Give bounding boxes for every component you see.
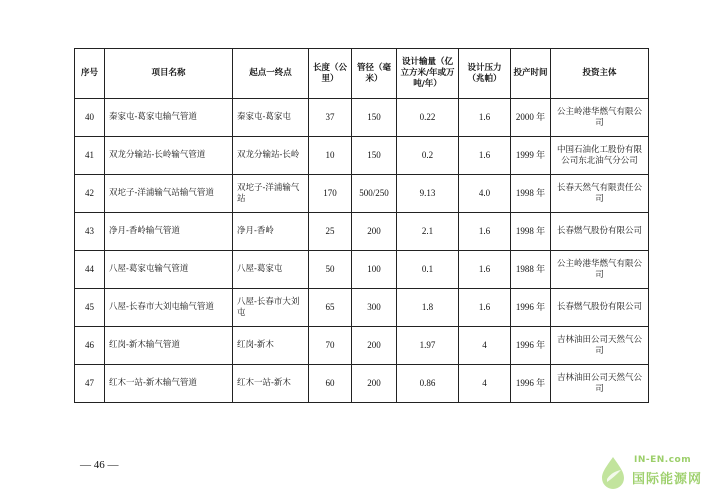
leaf-drop-icon	[596, 455, 630, 493]
cell-commission-time: 1996 年	[511, 289, 551, 327]
table-row	[75, 251, 649, 289]
header-investor: 投资主体	[551, 49, 649, 99]
cell-investor: 吉林油田公司天然气公司	[551, 365, 649, 403]
cell-route: 双龙分输站-长岭	[233, 137, 309, 175]
cell-route: 双坨子-洋浦输气站	[233, 175, 309, 213]
watermark-name: 国际能源网	[632, 472, 703, 487]
cell-length: 170	[309, 175, 352, 213]
cell-pressure: 4	[459, 327, 511, 365]
cell-capacity: 0.22	[397, 99, 459, 137]
header-project-name: 项目名称	[105, 49, 233, 99]
table-row	[75, 289, 649, 327]
pipeline-table	[74, 48, 649, 403]
cell-diameter: 100	[352, 251, 397, 289]
cell-index: 42	[75, 175, 105, 213]
cell-diameter: 150	[352, 99, 397, 137]
table-row	[75, 99, 649, 137]
cell-diameter: 300	[352, 289, 397, 327]
cell-diameter: 150	[352, 137, 397, 175]
cell-commission-time: 2000 年	[511, 99, 551, 137]
cell-length: 65	[309, 289, 352, 327]
cell-route: 净月-香岭	[233, 213, 309, 251]
cell-pressure: 4.0	[459, 175, 511, 213]
header-length: 长度（公里）	[309, 49, 352, 99]
cell-capacity: 1.97	[397, 327, 459, 365]
cell-capacity: 9.13	[397, 175, 459, 213]
cell-investor: 长春燃气股份有限公司	[551, 289, 649, 327]
cell-pressure: 1.6	[459, 213, 511, 251]
watermark-site: IN-EN.com	[634, 455, 692, 465]
cell-route: 八屋-葛家屯	[233, 251, 309, 289]
cell-commission-time: 1996 年	[511, 327, 551, 365]
cell-index: 41	[75, 137, 105, 175]
header-route: 起点一终点	[233, 49, 309, 99]
cell-diameter: 500/250	[352, 175, 397, 213]
cell-index: 47	[75, 365, 105, 403]
table-row	[75, 175, 649, 213]
cell-route: 八屋-长春市大刘屯	[233, 289, 309, 327]
cell-route: 秦家屯-葛家屯	[233, 99, 309, 137]
cell-capacity: 1.8	[397, 289, 459, 327]
cell-length: 37	[309, 99, 352, 137]
cell-capacity: 2.1	[397, 213, 459, 251]
cell-project-name: 八屋-长春市大刘屯输气管道	[105, 289, 233, 327]
cell-project-name: 红岗-新木输气管道	[105, 327, 233, 365]
cell-project-name: 净月-香岭输气管道	[105, 213, 233, 251]
cell-pressure: 1.6	[459, 251, 511, 289]
cell-length: 60	[309, 365, 352, 403]
page-number: — 46 —	[80, 459, 119, 471]
cell-investor: 长春燃气股份有限公司	[551, 213, 649, 251]
cell-commission-time: 1999 年	[511, 137, 551, 175]
cell-commission-time: 1996 年	[511, 365, 551, 403]
table-row	[75, 137, 649, 175]
cell-capacity: 0.86	[397, 365, 459, 403]
cell-pressure: 1.6	[459, 137, 511, 175]
header-index: 序号	[75, 49, 105, 99]
cell-project-name: 双坨子-洋浦输气站输气管道	[105, 175, 233, 213]
header-commission-time: 投产时间	[511, 49, 551, 99]
header-pressure: 设计压力（兆帕）	[459, 49, 511, 99]
table-row	[75, 213, 649, 251]
cell-investor: 公主岭港华燃气有限公司	[551, 99, 649, 137]
table-row	[75, 327, 649, 365]
cell-index: 43	[75, 213, 105, 251]
table-header-row	[75, 49, 649, 99]
cell-index: 45	[75, 289, 105, 327]
cell-investor: 长春天然气有限责任公司	[551, 175, 649, 213]
cell-project-name: 八屋-葛家屯输气管道	[105, 251, 233, 289]
cell-route: 红岗-新木	[233, 327, 309, 365]
cell-length: 50	[309, 251, 352, 289]
cell-index: 46	[75, 327, 105, 365]
cell-pressure: 4	[459, 365, 511, 403]
cell-project-name: 秦家屯-葛家屯输气管道	[105, 99, 233, 137]
cell-diameter: 200	[352, 365, 397, 403]
header-capacity: 设计输量（亿立方米/年或万吨/年）	[397, 49, 459, 99]
cell-commission-time: 1998 年	[511, 213, 551, 251]
cell-commission-time: 1988 年	[511, 251, 551, 289]
cell-pressure: 1.6	[459, 99, 511, 137]
cell-length: 10	[309, 137, 352, 175]
cell-investor: 公主岭港华燃气有限公司	[551, 251, 649, 289]
cell-commission-time: 1998 年	[511, 175, 551, 213]
cell-project-name: 红木一站-新木输气管道	[105, 365, 233, 403]
cell-index: 44	[75, 251, 105, 289]
cell-index: 40	[75, 99, 105, 137]
cell-pressure: 1.6	[459, 289, 511, 327]
watermark	[596, 451, 716, 491]
table-row	[75, 365, 649, 403]
cell-diameter: 200	[352, 327, 397, 365]
header-diameter: 管径（毫米）	[352, 49, 397, 99]
cell-capacity: 0.1	[397, 251, 459, 289]
cell-route: 红木一站-新木	[233, 365, 309, 403]
cell-investor: 吉林油田公司天然气公司	[551, 327, 649, 365]
cell-investor: 中国石油化工股份有限公司东北油气分公司	[551, 137, 649, 175]
cell-project-name: 双龙分输站-长岭输气管道	[105, 137, 233, 175]
cell-length: 70	[309, 327, 352, 365]
cell-capacity: 0.2	[397, 137, 459, 175]
cell-length: 25	[309, 213, 352, 251]
cell-diameter: 200	[352, 213, 397, 251]
